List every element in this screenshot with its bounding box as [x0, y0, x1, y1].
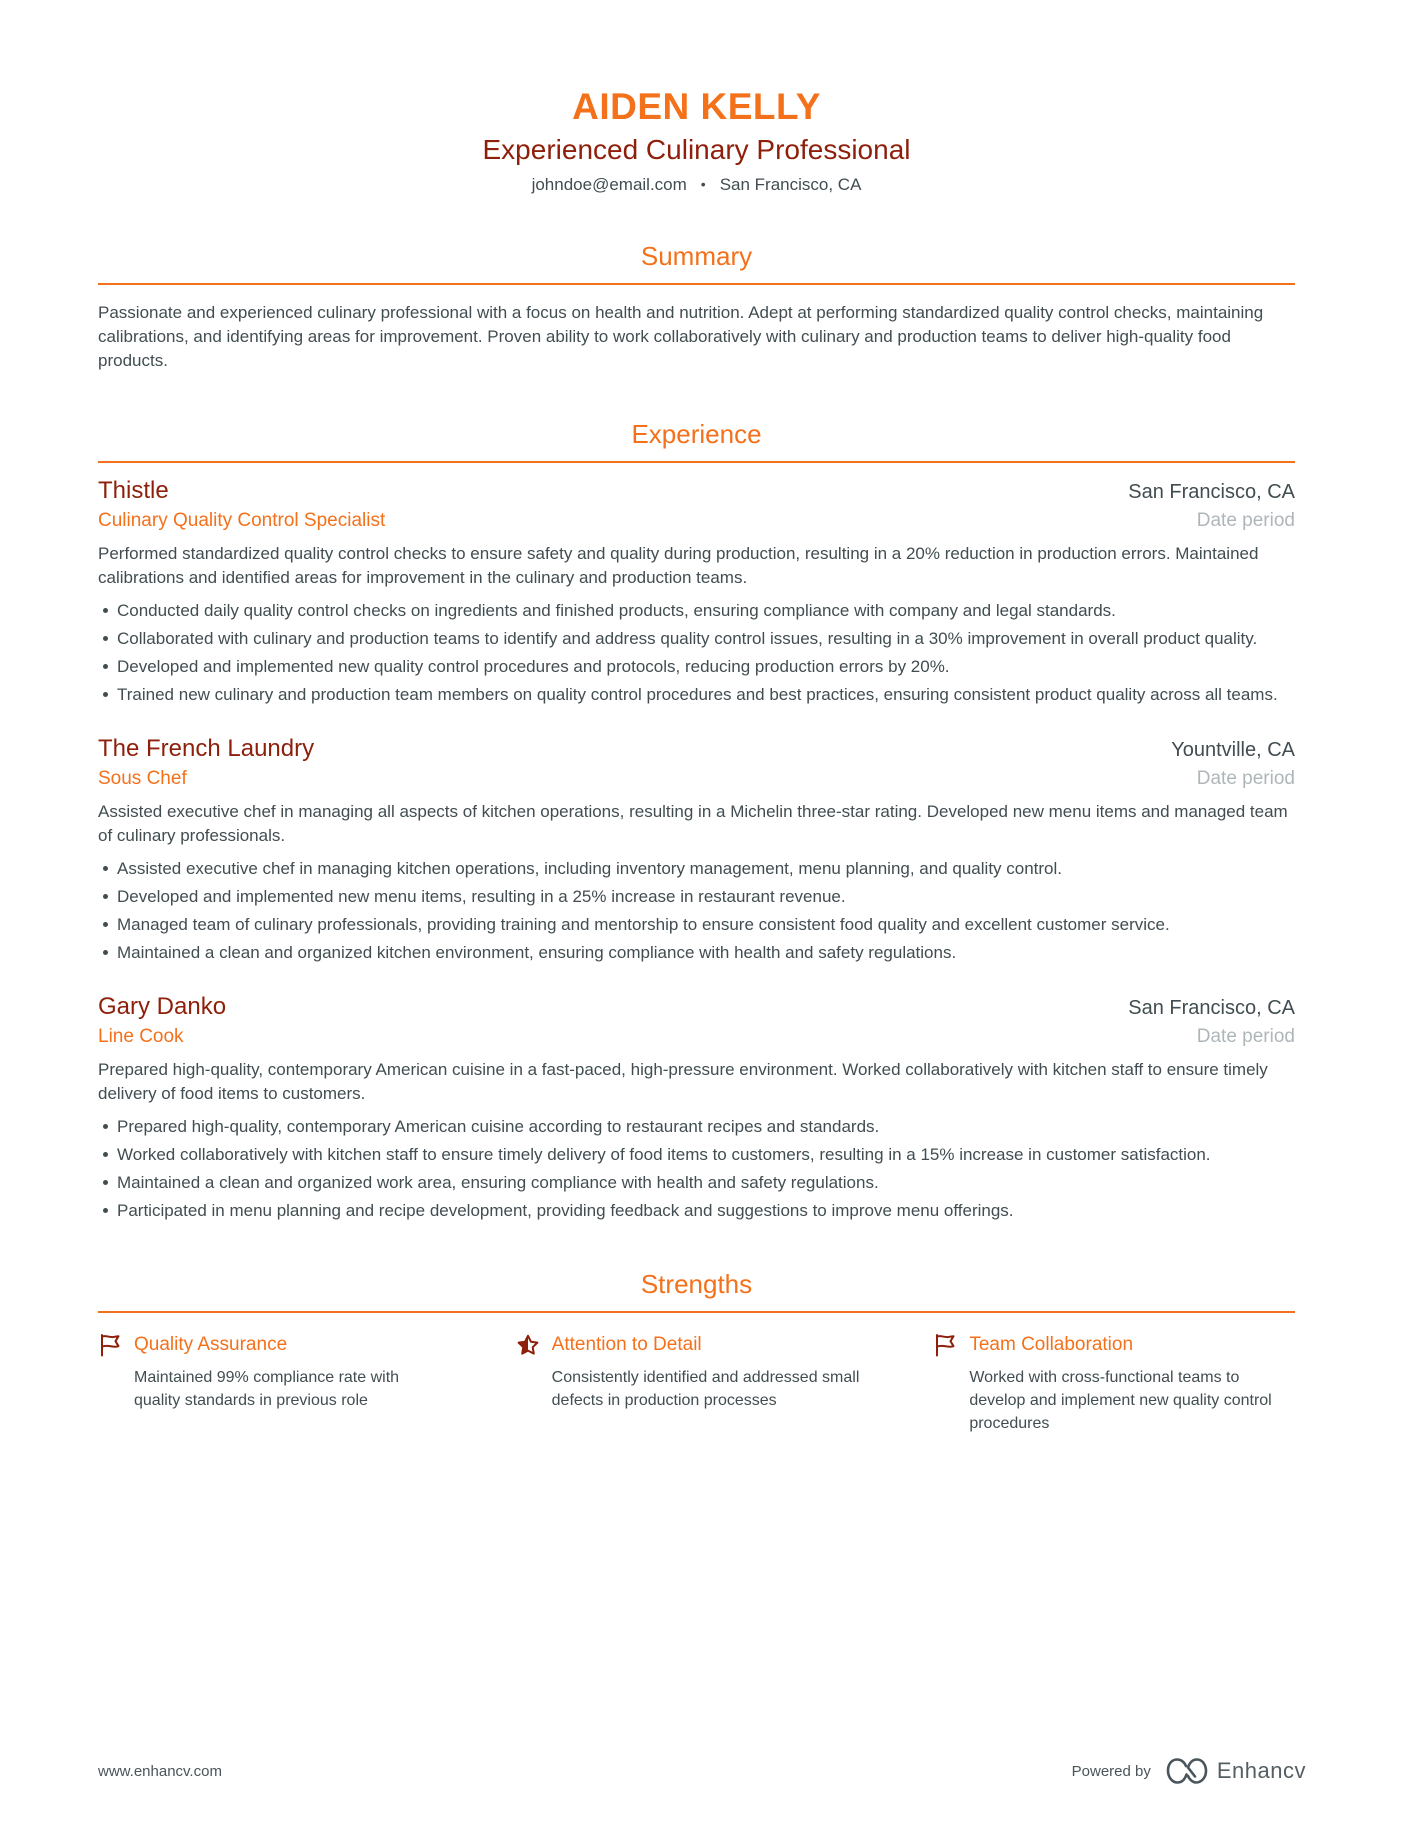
job-period: Date period: [1196, 1025, 1295, 1047]
job-period: Date period: [1196, 767, 1295, 789]
job-role: Sous Chef: [98, 767, 187, 789]
strength-item: [98, 1333, 460, 1435]
experience-entry: [98, 477, 1295, 707]
job-bullet: Developed and implemented new menu items, resulting in a 25% increase in restaurant revenue.: [98, 885, 1295, 909]
job-bullet: Trained new culinary and production team members on quality control procedures and best practices, ensuring consistent product quality across all teams.: [98, 683, 1295, 707]
experience-entry: [98, 735, 1295, 965]
job-bullet: Conducted daily quality control checks on ingredients and finished products, ensuring compliance with company and legal standards.: [98, 599, 1295, 623]
job-role: Culinary Quality Control Specialist: [98, 509, 386, 531]
job-period: Date period: [1196, 509, 1295, 531]
candidate-name: AIDEN KELLY: [572, 86, 821, 127]
strength-text: Worked with cross-functional teams to develop and implement new quality control procedures: [969, 1368, 1272, 1432]
job-bullet-list: [98, 857, 1295, 965]
job-bullet-list: [98, 599, 1295, 707]
powered-by-label: Powered by: [1071, 1762, 1151, 1780]
strength-text: Maintained 99% compliance rate with quality standards in previous role: [134, 1368, 400, 1409]
strength-text: Consistently identified and addressed small defects in production processes: [551, 1368, 860, 1409]
job-bullet: Collaborated with culinary and production teams to identify and address quality control issues, resulting in a 30% improvement in overall product quality.: [98, 627, 1295, 651]
company-location: San Francisco, CA: [1128, 480, 1295, 503]
contact-email: johndoe@email.com: [531, 174, 687, 194]
job-description: Prepared high-quality, contemporary American cuisine in a fast-paced, high-pressure environment. Worked collaboratively with kitchen staff to ensure timely delivery of food items to customers.: [98, 1059, 1268, 1103]
enhancv-wordmark: Enhancv: [1216, 1758, 1306, 1783]
strength-title: Attention to Detail: [551, 1333, 702, 1355]
job-bullet: Worked collaboratively with kitchen staff to ensure timely delivery of food items to customers, resulting in a 15% increase in customer satisfaction.: [98, 1143, 1295, 1167]
strength-title: Quality Assurance: [134, 1333, 288, 1355]
job-bullet: Participated in menu planning and recipe development, providing feedback and suggestions to improve menu offerings.: [98, 1199, 1295, 1223]
job-bullet: Developed and implemented new quality control procedures and protocols, reducing production errors by 20%.: [98, 655, 1295, 679]
star-icon: [516, 1333, 540, 1357]
job-role: Line Cook: [98, 1025, 184, 1047]
strength-item: [516, 1333, 878, 1435]
strength-item: [933, 1333, 1295, 1435]
experience-entry: [98, 993, 1295, 1223]
job-bullet: Maintained a clean and organized work area, ensuring compliance with health and safety regulations.: [98, 1171, 1295, 1195]
summary-text: Passionate and experienced culinary professional with a focus on health and nutrition. Adept at performing standardized quality control checks, maintaining calibrations, and identifying areas for improvement. Proven ability to work collaboratively with culinary and production teams to deliver high-quality food products.: [98, 302, 1264, 370]
company-name: Thistle: [98, 476, 169, 504]
flag-icon: [933, 1333, 957, 1357]
contact-separator: •: [700, 175, 706, 192]
job-bullet: Assisted executive chef in managing kitchen operations, including inventory management, menu planning, and quality control.: [98, 857, 1295, 881]
candidate-title: Experienced Culinary Professional: [482, 133, 911, 165]
contact-location: San Francisco, CA: [719, 174, 862, 194]
job-bullet-list: [98, 1115, 1295, 1223]
job-bullet: Maintained a clean and organized kitchen environment, ensuring compliance with health and safety regulations.: [98, 941, 1295, 965]
job-bullet: Managed team of culinary professionals, providing training and mentorship to ensure consistent food quality and excellent customer service.: [98, 913, 1295, 937]
job-bullet: Prepared high-quality, contemporary American cuisine according to restaurant recipes and standards.: [98, 1115, 1295, 1139]
strengths-heading: Strengths: [98, 1269, 1295, 1313]
enhancv-logo-icon: [1165, 1756, 1209, 1786]
company-location: Yountville, CA: [1171, 738, 1295, 761]
section-strengths: [98, 1269, 1295, 1435]
company-location: San Francisco, CA: [1128, 996, 1295, 1019]
page-footer: [98, 1756, 1306, 1786]
company-name: Gary Danko: [98, 992, 227, 1020]
resume-header: [98, 88, 1295, 195]
section-summary: [98, 241, 1295, 373]
strength-title: Team Collaboration: [969, 1333, 1134, 1355]
experience-heading: Experience: [98, 419, 1295, 463]
company-name: The French Laundry: [98, 734, 315, 762]
flag-icon: [98, 1333, 122, 1357]
summary-heading: Summary: [98, 241, 1295, 285]
section-experience: [98, 419, 1295, 1223]
job-description: Performed standardized quality control checks to ensure safety and quality during production, resulting in a 20% reduction in production errors. Maintained calibrations and identified areas for improvement in the culinary and production teams.: [98, 543, 1259, 587]
footer-site-url: www.enhancv.com: [98, 1762, 222, 1780]
contact-line: [98, 175, 1295, 195]
job-description: Assisted executive chef in managing all aspects of kitchen operations, resulting in a Michelin three-star rating. Developed new menu items and managed team of culinary professionals.: [98, 801, 1288, 845]
